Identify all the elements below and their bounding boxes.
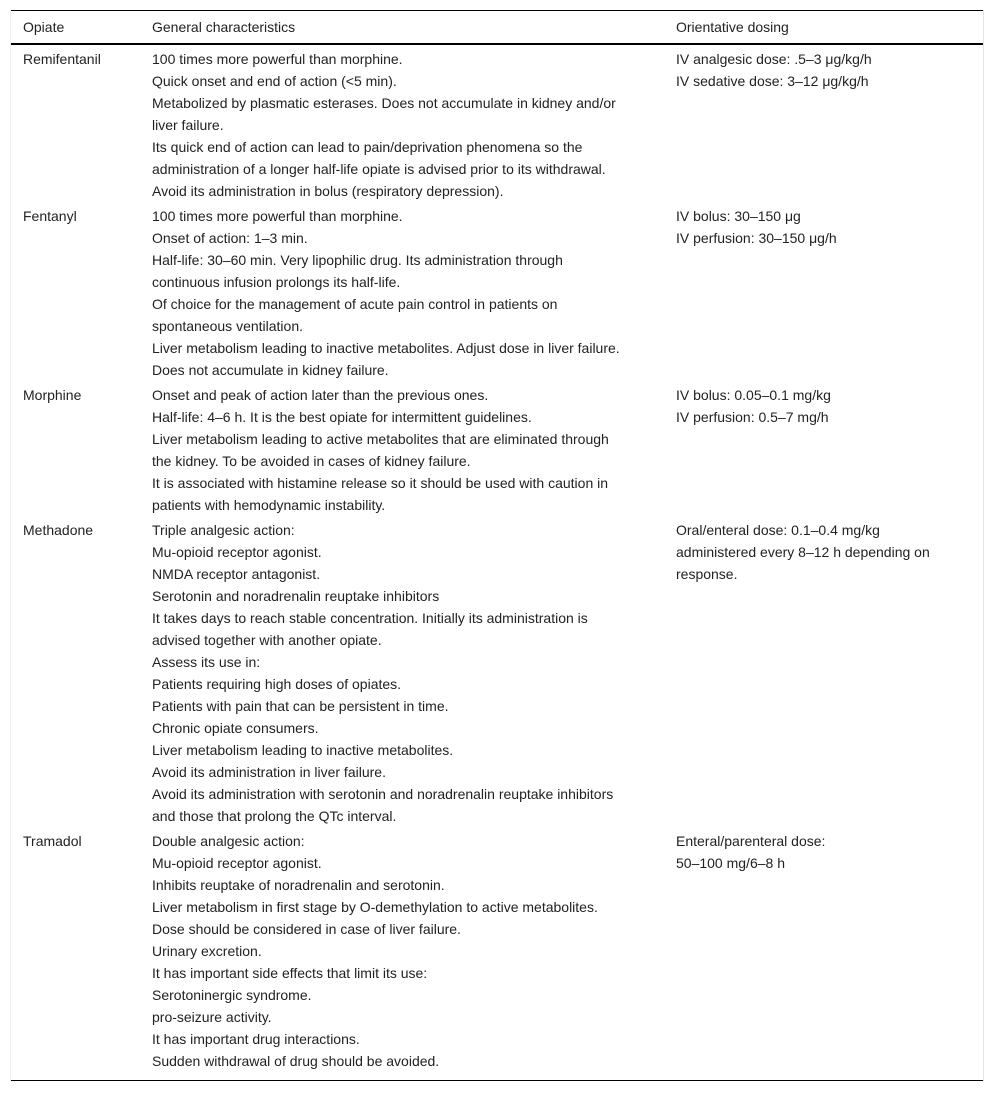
characteristic-item: 100 times more powerful than morphine. [152,51,403,67]
characteristic-item: Avoid its administration in liver failure. [152,764,386,780]
characteristic-item: Mu-opioid receptor agonist. [152,544,322,560]
dosing-item: 50–100 mg/6–8 h [676,855,785,871]
opiate-name: Fentanyl [23,208,77,224]
characteristic-item: Liver metabolism in first stage by O-demethylation to active metabolites. Dose should be considered in case of liver failure. [152,899,598,937]
opiate-name: Tramadol [23,833,82,849]
characteristic-item: Onset and peak of action later than the previous ones. [152,387,489,403]
characteristic-item: Assess its use in: [152,654,261,670]
dosing-item: IV perfusion: 30–150 μg/h [676,230,837,246]
header-orientative-dosing: Orientative dosing [676,19,789,35]
dosing-cell [664,44,983,203]
characteristic-item: Double analgesic action: [152,833,305,849]
dosing-cell [664,517,983,828]
characteristic-item: Urinary excretion. [152,943,262,959]
opiate-name: Methadone [23,522,94,538]
characteristic-item: Liver metabolism leading to active metabolites that are eliminated through the kidney. To be avoided in cases of kidney failure. [152,431,609,469]
characteristic-item: Serotoninergic syndrome. [152,987,312,1003]
table-row [11,44,983,203]
characteristic-item: 100 times more powerful than morphine. [152,208,403,224]
characteristic-item: Of choice for the management of acute pain control in patients on spontaneous ventilation. [152,296,558,334]
characteristic-item: Metabolized by plasmatic esterases. Does not accumulate in kidney and/or liver failure. [152,95,616,133]
characteristic-item: Mu-opioid receptor agonist. [152,855,322,871]
table-row [11,828,983,1081]
dosing-item: IV perfusion: 0.5–7 mg/h [676,409,829,425]
characteristic-item: Liver metabolism leading to inactive metabolites. [152,742,454,758]
table-row [11,517,983,828]
dosing-cell [664,828,983,1081]
opiate-name: Remifentanil [23,51,101,67]
header-opiate: Opiate [23,19,65,35]
table-body [11,44,983,1081]
opiates-table [11,10,983,1081]
characteristic-item: Its quick end of action can lead to pain/deprivation phenomena so the administration of a longer half-life opiate is advised prior to its withdrawal. [152,139,606,177]
dosing-item: IV analgesic dose: .5–3 μg/kg/h [676,51,872,67]
characteristic-item: Serotonin and noradrenalin reuptake inhibitors [152,588,440,604]
opiate-name: Morphine [23,387,82,403]
characteristics-cell [140,203,664,382]
table-row [11,203,983,382]
opiates-table-container [10,10,984,1081]
characteristic-item: Triple analgesic action: [152,522,295,538]
characteristic-item: Half-life: 4–6 h. It is the best opiate for intermittent guidelines. [152,409,532,425]
characteristic-item: Inhibits reuptake of noradrenalin and serotonin. [152,877,445,893]
dosing-item: IV bolus: 0.05–0.1 mg/kg [676,387,831,403]
characteristic-item: Patients requiring high doses of opiates. [152,676,402,692]
characteristics-cell [140,828,664,1081]
dosing-item: IV bolus: 30–150 μg [676,208,801,224]
dosing-item: IV sedative dose: 3–12 μg/kg/h [676,73,869,89]
dosing-cell [664,382,983,517]
characteristic-item: Chronic opiate consumers. [152,720,319,736]
characteristics-cell [140,517,664,828]
dosing-cell [664,203,983,382]
characteristic-item: It is associated with histamine release so it should be used with caution in patients with hemodynamic instability. [152,475,609,513]
characteristic-item: NMDA receptor antagonist. [152,566,321,582]
characteristics-cell [140,382,664,517]
characteristic-item: Sudden withdrawal of drug should be avoided. [152,1053,440,1069]
characteristic-item: Liver metabolism leading to inactive metabolites. Adjust dose in liver failure. Does not accumulate in kidney failure. [152,340,620,378]
dosing-item: Oral/enteral dose: 0.1–0.4 mg/kg administered every 8–12 h depending on response. [676,522,930,582]
characteristic-item: Quick onset and end of action (<5 min). [152,73,397,89]
characteristic-item: Onset of action: 1–3 min. [152,230,308,246]
characteristic-item: Patients with pain that can be persistent in time. [152,698,449,714]
characteristic-item: It has important drug interactions. [152,1031,360,1047]
characteristics-cell [140,44,664,203]
dosing-item: Enteral/parenteral dose: [676,833,826,849]
characteristic-item: It takes days to reach stable concentration. Initially its administration is advised together with another opiate. [152,610,588,648]
characteristic-item: It has important side effects that limit its use: [152,965,428,981]
characteristic-item: pro-seizure activity. [152,1009,272,1025]
characteristic-item: Avoid its administration with serotonin and noradrenalin reuptake inhibitors and those that prolong the QTc interval. [152,786,614,824]
header-general-characteristics: General characteristics [152,19,296,35]
characteristic-item: Avoid its administration in bolus (respiratory depression). [152,183,504,199]
table-header-row [11,11,983,45]
table-row [11,382,983,517]
characteristic-item: Half-life: 30–60 min. Very lipophilic drug. Its administration through continuous infusion prolongs its half-life. [152,252,563,290]
